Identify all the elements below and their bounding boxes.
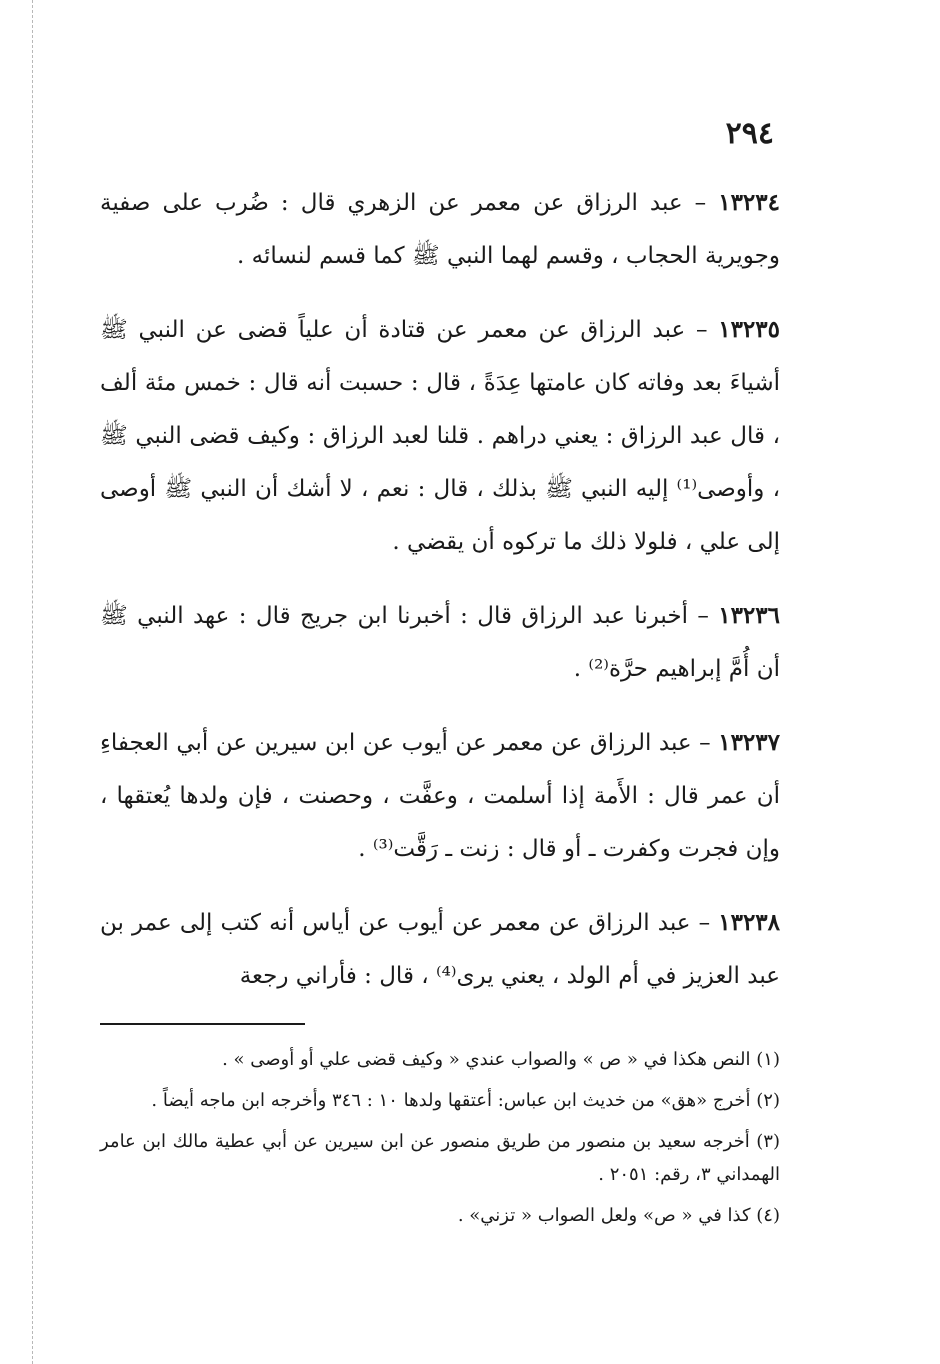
hadith-13236 [100, 589, 780, 696]
hadith-13238 [100, 896, 780, 1003]
footnote-separator [100, 1023, 305, 1025]
hadith-text: – عبد الرزاق عن معمر عن قتادة أن علياً قضى عن النبي ﷺ أشياءَ بعد وفاته كان عامتها عِدَةً ، قال : حسبت أنه قال : خمس مئة ألف ، قال عبد الرزاق : يعني دراهم . قلنا لعبد الرزاق : وكيف قضى النبي ﷺ ، وأوصى⁽¹⁾ إليه النبي ﷺ بذلك ، قال : نعم ، لا أشك أن النبي ﷺ أوصى إلى علي ، فلولا ذلك ما تركوه أن يقضي . [100, 317, 780, 555]
hadith-number: ١٣٢٣٥ [718, 316, 780, 343]
hadith-number: ١٣٢٣٧ [718, 729, 780, 756]
hadith-number: ١٣٢٣٨ [718, 909, 781, 936]
hadith-13234 [100, 176, 780, 283]
footnote-3: (٣) أخرجه سعيد بن منصور من طريق منصور عن ابن سيرين عن أبي عطية مالك ابن عامر الهمداني ٣، رقم: ٢٠٥١ . [100, 1131, 780, 1185]
footnote-2: (٢) أخرج «هق» من خديث ابن عباس: أعتقها ولدها ١٠ : ٣٤٦ وأخرجه ابن ماجه أيضاً . [151, 1090, 780, 1111]
hadith-text: – عبد الرزاق عن معمر عن أيوب عن ابن سيرين عن أبي العجفاءِ أن عمر قال : الأَمة إذا أسلمت ، وعفَّت ، وحصنت ، فإن ولدها يُعتقها ، وإن فجرت وكفرت ـ أو قال : زنت ـ رَقَّت⁽³⁾ . [100, 730, 780, 862]
hadith-text: – أخبرنا عبد الرزاق قال : أخبرنا ابن جريج قال : عهد النبي ﷺ أن أُمَّ إبراهيم حرَّة⁽²⁾ . [100, 603, 780, 682]
footnotes [100, 1043, 780, 1232]
hadith-text: – عبد الرزاق عن معمر عن أيوب عن أياس أنه كتب إلى عمر بن عبد العزيز في أم الولد ، يعني يرى⁽⁴⁾ ، قال : فأراني رجعة [100, 910, 780, 989]
footnote-1: (١) النص هكذا في « ص » والصواب عندي « وكيف قضى علي أو أوصى » . [222, 1049, 780, 1070]
scan-edge-line [32, 0, 33, 1364]
hadith-text: – عبد الرزاق عن معمر عن الزهري قال : ضُرب على صفية وجويرية الحجاب ، وقسم لهما النبي ﷺ كما قسم لنسائه . [100, 190, 780, 269]
footnote-4: (٤) كذا في « ص» ولعل الصواب « تزني» . [457, 1205, 780, 1226]
footnote-separator-wrap [100, 1023, 780, 1025]
hadith-number: ١٣٢٣٦ [718, 602, 780, 629]
hadith-13237 [100, 716, 780, 876]
page-number: ٢٩٤ [725, 116, 774, 151]
hadith-number: ١٣٢٣٤ [718, 189, 780, 216]
hadith-13235 [100, 303, 780, 569]
book-page [100, 110, 780, 1240]
